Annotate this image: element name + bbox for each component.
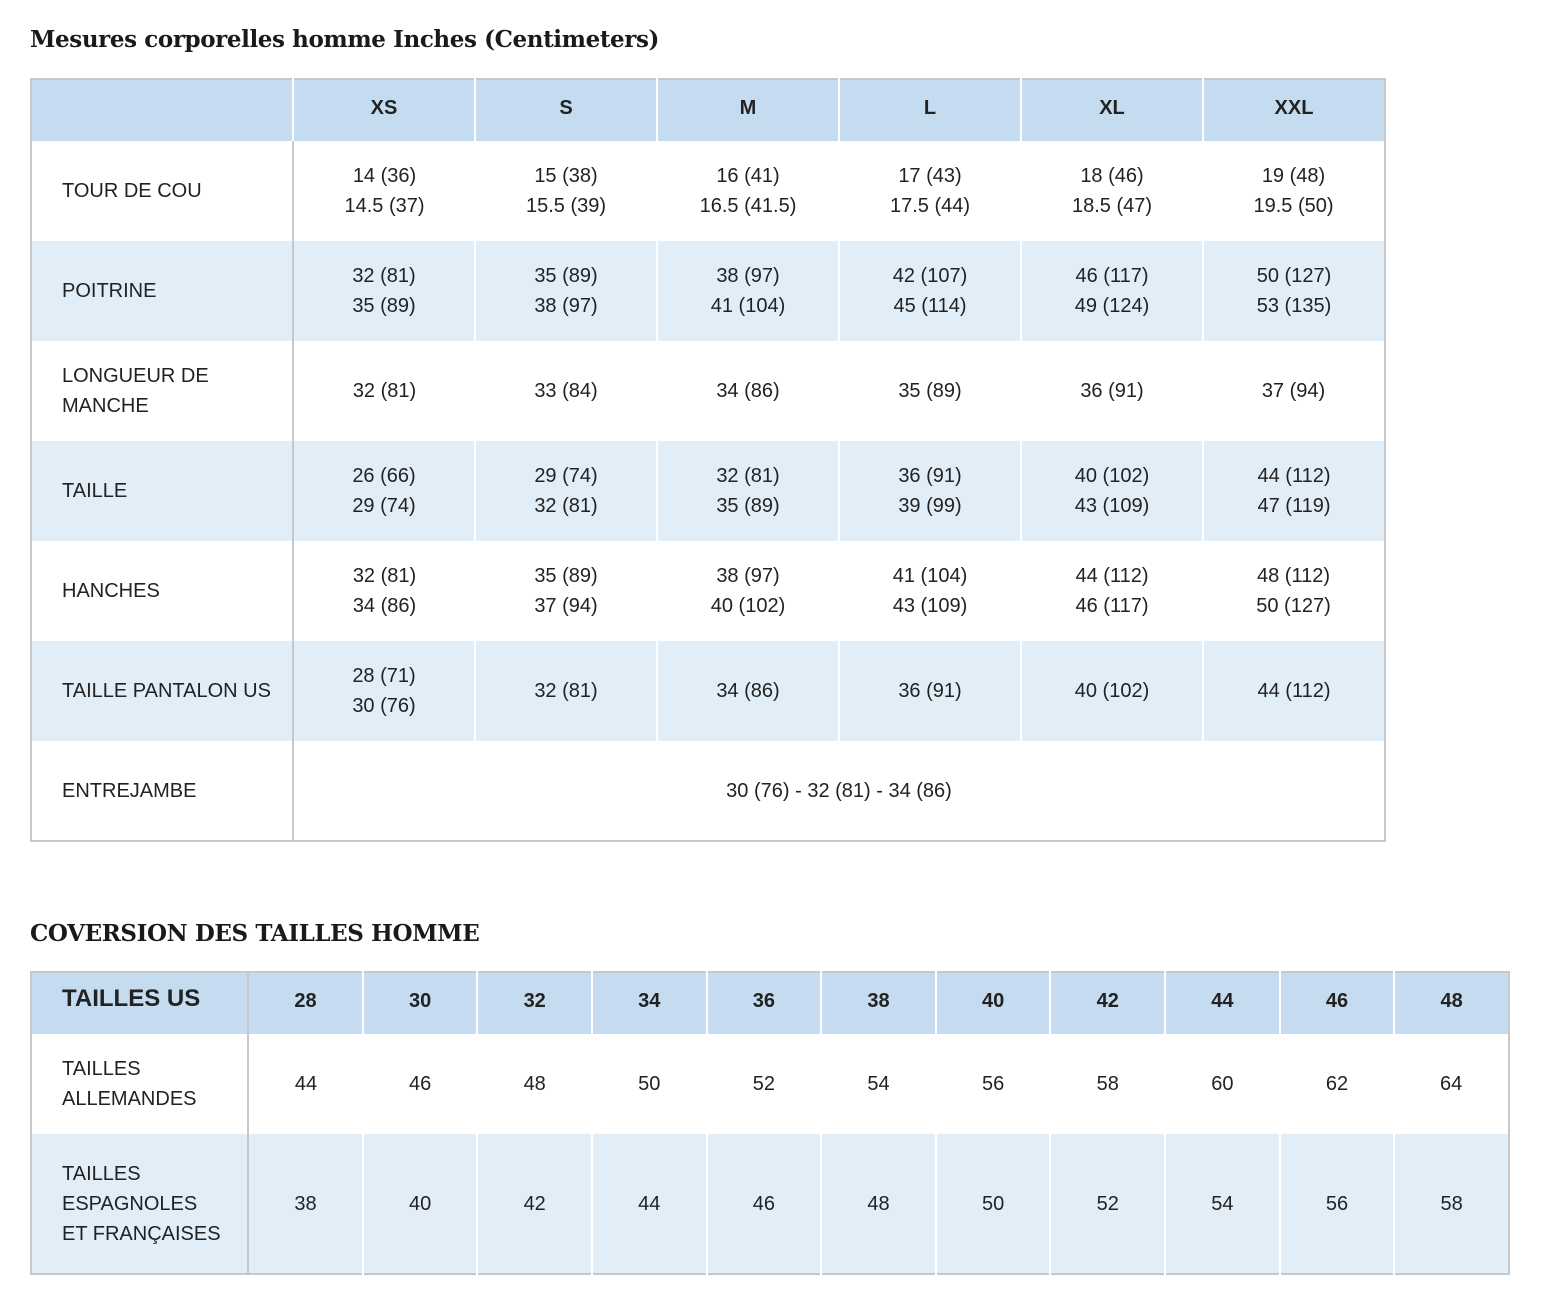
measurement-cell xyxy=(1021,141,1203,241)
measurement-value: 45 (114) xyxy=(893,295,967,317)
measurement-cell xyxy=(475,441,657,541)
measurement-value: 35 (89) xyxy=(898,380,962,402)
conversion-value: 54 xyxy=(867,1073,890,1095)
measurement-row-tour-de-cou xyxy=(31,141,1385,241)
row-label-inseam: ENTREJAMBE xyxy=(31,741,293,841)
inseam-value: 30 (76) - 32 (81) - 34 (86) xyxy=(726,779,952,802)
measurement-row-poitrine xyxy=(31,241,1385,341)
measurement-value: 32 (81) xyxy=(352,265,416,287)
conversion-value: 42 xyxy=(477,1134,592,1274)
row-label: TAILLE PANTALON US xyxy=(31,641,293,741)
measurement-cell xyxy=(1021,641,1203,741)
row-label: TAILLE xyxy=(31,441,293,541)
measurement-cell xyxy=(293,241,475,341)
measurement-cell xyxy=(475,341,657,441)
conversion-value: 56 xyxy=(1280,1134,1395,1274)
measurement-value: 36 (91) xyxy=(1080,380,1144,402)
measurement-value: 29 (74) xyxy=(352,495,416,517)
measurement-value: 46 (117) xyxy=(1075,595,1149,617)
measurement-value: 18.5 (47) xyxy=(1071,195,1153,217)
conversion-value: 48 xyxy=(523,1073,546,1095)
measurement-value: 50 (127) xyxy=(1256,265,1332,287)
us-size-header: 48 xyxy=(1394,972,1509,1034)
inseam-row xyxy=(31,741,1385,841)
measurements-title: Mesures corporelles homme Inches (Centimeters) xyxy=(30,26,660,53)
measurement-cell xyxy=(1203,341,1385,441)
measurement-value: 35 (89) xyxy=(534,565,598,587)
measurement-value: 14 (36) xyxy=(352,165,417,187)
measurement-value: 40 (102) xyxy=(1074,680,1150,702)
measurement-value: 40 (102) xyxy=(710,595,786,617)
measurement-cell xyxy=(475,541,657,641)
us-size-header: 40 xyxy=(936,972,1051,1034)
measurement-value: 16.5 (41.5) xyxy=(699,195,797,217)
conversion-value: 46 xyxy=(707,1134,822,1274)
measurement-cell xyxy=(839,541,1021,641)
measurement-value: 17.5 (44) xyxy=(889,195,971,217)
conversion-value: 46 xyxy=(408,1073,432,1095)
row-label: TAILLES ALLEMANDES xyxy=(31,1034,248,1134)
measurement-value: 32 (81) xyxy=(716,465,780,487)
measurement-cell xyxy=(839,241,1021,341)
measurement-value: 40 (102) xyxy=(1074,465,1150,487)
conversion-value: 64 xyxy=(1440,1073,1463,1095)
measurement-value: 16 (41) xyxy=(716,165,780,187)
measurement-value: 35 (89) xyxy=(534,265,598,287)
measurement-cell xyxy=(839,641,1021,741)
conversion-value: 52 xyxy=(1050,1134,1165,1274)
us-size-header: 28 xyxy=(248,972,363,1034)
conversion-value: 44 xyxy=(294,1073,318,1095)
measurement-value: 41 (104) xyxy=(710,295,786,317)
measurement-cell xyxy=(475,141,657,241)
us-size-header: 42 xyxy=(1050,972,1165,1034)
conversion-value: 56 xyxy=(982,1073,1005,1095)
body-measurements-table xyxy=(30,78,1386,842)
measurement-row-longueur-de-manche xyxy=(31,341,1385,441)
measurement-value: 30 (76) xyxy=(352,695,416,717)
conversion-title: COVERSION DES TAILLES HOMME xyxy=(30,920,480,947)
measurement-value: 34 (86) xyxy=(716,680,780,702)
measurement-value: 32 (81) xyxy=(534,495,598,517)
measurement-value: 48 (112) xyxy=(1256,565,1330,587)
measurement-cell xyxy=(657,241,839,341)
measurement-value: 19.5 (50) xyxy=(1253,195,1334,217)
measurement-cell xyxy=(475,241,657,341)
measurement-row-taille xyxy=(31,441,1385,541)
size-header-l: L xyxy=(839,79,1021,141)
size-header-xxl: XXL xyxy=(1203,79,1385,141)
measurement-value: 35 (89) xyxy=(352,295,416,317)
measurement-cell xyxy=(293,541,475,641)
measurement-value: 32 (81) xyxy=(534,680,598,702)
measurement-cell xyxy=(293,441,475,541)
measurement-value: 39 (99) xyxy=(898,495,962,517)
measurement-cell xyxy=(1203,641,1385,741)
measurement-row-hanches xyxy=(31,541,1385,641)
size-conversion-table xyxy=(30,971,1510,1275)
measurement-value: 18 (46) xyxy=(1080,165,1144,187)
measurement-value: 34 (86) xyxy=(352,595,417,617)
row-label: TOUR DE COU xyxy=(31,141,293,241)
measurement-cell xyxy=(1203,141,1385,241)
measurement-value: 38 (97) xyxy=(716,265,780,287)
conversion-value: 58 xyxy=(1394,1134,1509,1274)
measurements-corner-cell xyxy=(31,79,293,141)
size-header-s: S xyxy=(475,79,657,141)
conversion-value: 60 xyxy=(1211,1073,1234,1095)
conversion-value: 50 xyxy=(638,1073,661,1095)
conversion-value: 54 xyxy=(1165,1134,1280,1274)
measurement-cell xyxy=(475,641,657,741)
measurement-value: 37 (94) xyxy=(534,595,598,617)
measurement-value: 38 (97) xyxy=(534,295,598,317)
measurement-value: 34 (86) xyxy=(716,380,780,402)
measurement-value: 41 (104) xyxy=(892,565,968,587)
conversion-row-tailles-allemandes xyxy=(31,1034,1509,1134)
conversion-value: 58 xyxy=(1096,1073,1119,1095)
measurement-value: 32 (81) xyxy=(352,565,417,587)
measurement-value: 36 (91) xyxy=(898,465,962,487)
measurement-value: 17 (43) xyxy=(898,165,962,187)
measurement-value: 32 (81) xyxy=(352,380,417,402)
measurement-cell xyxy=(1021,541,1203,641)
measurement-cell xyxy=(293,341,475,441)
size-header-xl: XL xyxy=(1021,79,1203,141)
measurement-cell xyxy=(657,141,839,241)
measurements-header-row xyxy=(31,79,1385,141)
measurement-cell xyxy=(1203,441,1385,541)
conversion-value: 52 xyxy=(752,1073,776,1095)
measurement-value: 49 (124) xyxy=(1074,295,1150,317)
conversion-header-row xyxy=(31,972,1509,1034)
row-label: TAILLES ESPAGNOLES ET FRANÇAISES xyxy=(31,1134,248,1274)
row-label: HANCHES xyxy=(31,541,293,641)
measurement-cell xyxy=(839,341,1021,441)
measurement-value: 29 (74) xyxy=(534,465,598,487)
measurement-cell xyxy=(293,141,475,241)
row-label: POITRINE xyxy=(31,241,293,341)
measurement-cell xyxy=(1021,441,1203,541)
size-header-m: M xyxy=(657,79,839,141)
measurement-value: 38 (97) xyxy=(716,565,780,587)
measurement-value: 15 (38) xyxy=(534,165,598,187)
measurement-value: 43 (109) xyxy=(1074,495,1150,517)
measurement-cell xyxy=(657,541,839,641)
conversion-value: 44 xyxy=(592,1134,707,1274)
conversion-value: 62 xyxy=(1325,1073,1349,1095)
us-size-header: 44 xyxy=(1165,972,1280,1034)
measurement-value: 44 (112) xyxy=(1257,680,1331,702)
us-size-header: 34 xyxy=(592,972,707,1034)
measurement-value: 35 (89) xyxy=(716,495,780,517)
conversion-value: 50 xyxy=(936,1134,1051,1274)
conversion-value: 38 xyxy=(248,1134,363,1274)
measurement-value: 37 (94) xyxy=(1261,380,1326,402)
size-header-xs: XS xyxy=(293,79,475,141)
measurement-cell xyxy=(1203,541,1385,641)
measurement-value: 46 (117) xyxy=(1075,265,1149,287)
us-size-header: 38 xyxy=(821,972,936,1034)
row-label: LONGUEUR DE MANCHE xyxy=(31,341,293,441)
measurement-value: 44 (112) xyxy=(1075,565,1149,587)
measurement-value: 42 (107) xyxy=(892,265,968,287)
measurement-value: 14.5 (37) xyxy=(344,195,425,217)
measurement-cell xyxy=(657,441,839,541)
us-size-header: 32 xyxy=(477,972,592,1034)
measurement-cell xyxy=(1021,241,1203,341)
measurement-value: 19 (48) xyxy=(1261,165,1326,187)
measurement-cell xyxy=(839,441,1021,541)
measurement-cell xyxy=(293,641,475,741)
measurement-value: 43 (109) xyxy=(892,595,968,617)
measurement-value: 26 (66) xyxy=(352,465,416,487)
measurement-cell xyxy=(1203,241,1385,341)
us-size-header: 46 xyxy=(1280,972,1395,1034)
measurement-value: 15.5 (39) xyxy=(525,195,607,217)
us-sizes-header: TAILLES US xyxy=(31,972,248,1034)
measurement-cell xyxy=(657,341,839,441)
measurement-value: 44 (112) xyxy=(1257,465,1331,487)
measurement-cell xyxy=(839,141,1021,241)
measurement-value: 33 (84) xyxy=(534,380,598,402)
measurement-cell xyxy=(1021,341,1203,441)
conversion-row-tailles-espagnoles-et-francaises xyxy=(31,1134,1509,1274)
measurement-cell xyxy=(657,641,839,741)
us-size-header: 36 xyxy=(707,972,822,1034)
measurement-row-taille-pantalon-us xyxy=(31,641,1385,741)
measurement-value: 28 (71) xyxy=(352,665,416,687)
measurement-value: 47 (119) xyxy=(1257,495,1331,517)
measurement-value: 36 (91) xyxy=(898,680,962,702)
measurement-value: 50 (127) xyxy=(1256,595,1331,617)
measurement-value: 53 (135) xyxy=(1256,295,1332,317)
conversion-value: 40 xyxy=(363,1134,478,1274)
us-size-header: 30 xyxy=(363,972,478,1034)
conversion-value: 48 xyxy=(821,1134,936,1274)
